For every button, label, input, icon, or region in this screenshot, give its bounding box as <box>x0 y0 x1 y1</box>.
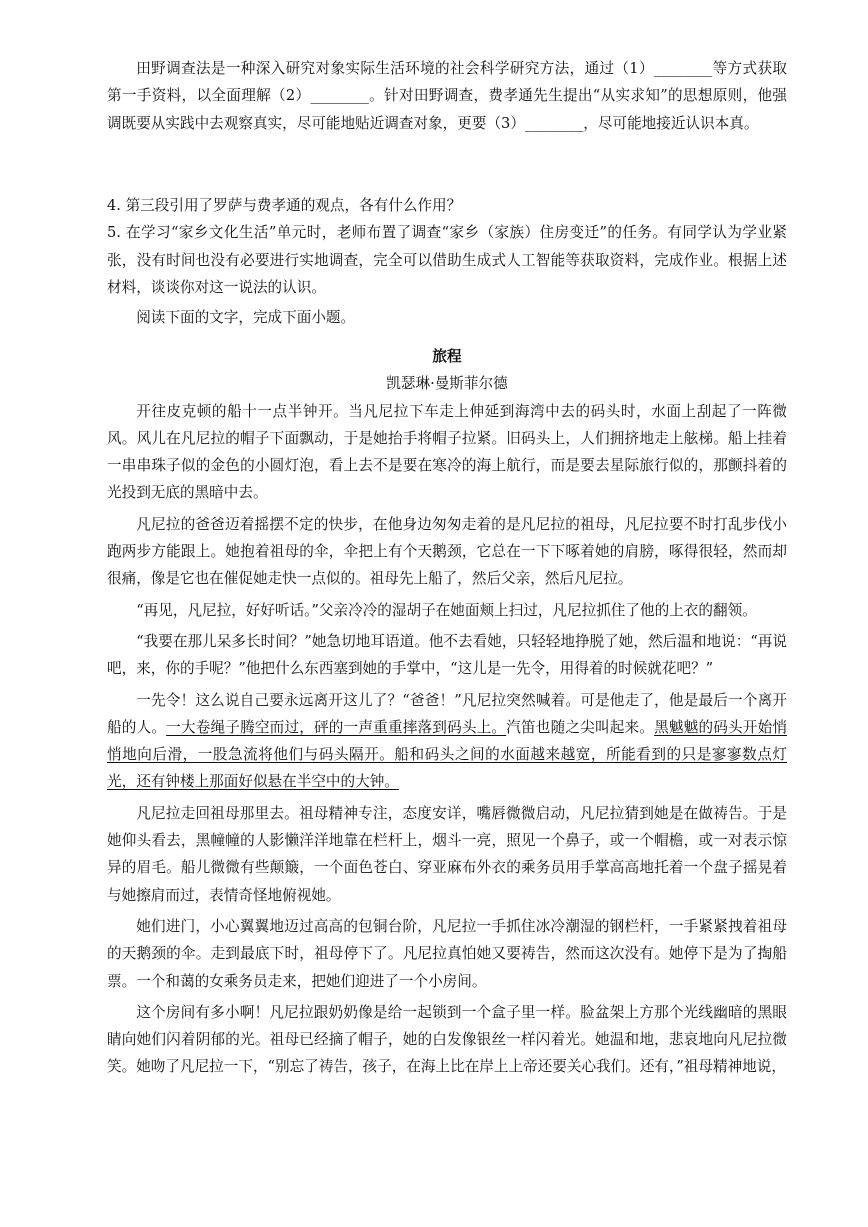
blank-3: ________ <box>524 114 584 132</box>
question-4: 4. 第三段引用了罗萨与费孝通的观点，各有什么作用？ <box>107 197 462 214</box>
fieldwork-paragraph <box>107 55 787 137</box>
blank-1: ________ <box>653 60 713 77</box>
para-text: ，尽可能地接近认识本真。 <box>583 114 759 132</box>
question-5: 5. 在学习“家乡文化生活”单元时，老师布置了调查“家乡（家族）住房变迁”的任务。有同学认为学业紧张，没有时间也没有必要进行实地调查，完全可以借助生成式人工智能等获取资料，完成作业。根据上述材料，谈谈你对这一说法的认识。 <box>107 224 787 296</box>
para-text: 。针对田野调查，费孝通先生提出“从实求知”的思想原则，他强调既要从实践中去观察真实，尽可能地贴近调查对象，更要（3） <box>107 87 787 132</box>
para-text: 田野调查法是一种深入研究对象实际生活环境的社会科学研究方法，通过（1） <box>136 60 654 77</box>
reading-instruction: 阅读下面的文字，完成下面小题。 <box>136 309 356 327</box>
para-text: 汽笛也随之尖叫起来。 <box>506 718 655 736</box>
blank-2: ________ <box>310 87 369 105</box>
story-title: 旅程 <box>432 348 462 365</box>
underlined-sentence-1: 一大卷绳子腾空而过，砰的一声重重摔落到码头上。 <box>166 718 507 736</box>
story-author: 凯瑟琳·曼斯菲尔德 <box>386 375 508 393</box>
para-text: 一先令！这么说自己要永远离开这儿了？“爸爸！”凡尼拉突然喊着。可是他走了，他是最后一个离开船的人。 <box>107 691 787 736</box>
story-paragraph-7: 她们进门，小心翼翼地迈过高高的包铜台阶，凡尼拉一手抓住冰冷潮湿的钢栏杆，一手紧紧拽着祖母的天鹅颈的伞。走到最底下时，祖母停下了。凡尼拉真怕她又要祷告，然而这次没有。她停下是为了掏船票。一个和蔼的女乘务员走来，把她们迎进了一个小房间。 <box>107 917 787 990</box>
story-paragraph-6: 凡尼拉走回祖母那里去。祖母精神专注，态度安详，嘴唇微微启动，凡尼拉猜到她是在做祷告。于是她仰头看去，黑幢幢的人影懒洋洋地靠在栏杆上，烟斗一亮，照见一个鼻子，或一个帽檐，或一对表示惊异的眉毛。船儿微微有些颠簸，一个面色苍白、穿亚麻布外衣的乘务员用手掌高高地托着一个盘子摇晃着与她擦肩而过，表情奇怪地俯视她。 <box>107 804 787 904</box>
underlined-sentence-2: 黑魆魆的码头开始悄悄地向后滑，一股急流将他们与码头隔开。船和码头之间的水面越来越宽，所能看到的只是寥寥数点灯光，还有钟楼上那面好似悬在半空中的大钟。 <box>107 718 787 791</box>
story-paragraph-4: “我要在那儿呆多长时间？”她急切地耳语道。他不去看她，只轻轻地挣脱了她，然后温和地说：“再说吧，来，你的手呢？”他把什么东西塞到她的手掌中，“这儿是一先令，用得着的时候就花吧？” <box>107 632 787 678</box>
para-text: 等方式获取第一手资料，以全面理解（2） <box>107 60 787 105</box>
story-paragraph-5 <box>107 687 787 796</box>
story-paragraph-3: “再见，凡尼拉，好好听话。”父亲冷冷的湿胡子在她面颊上扫过，凡尼拉抓住了他的上衣的翻领。 <box>136 601 757 619</box>
story-paragraph-1: 开往皮克顿的船十一点半钟开。当凡尼拉下车走上伸延到海湾中去的码头时，水面上刮起了一阵微风。风儿在凡尼拉的帽子下面飘动，于是她抬手将帽子拉紧。旧码头上，人们拥挤地走上舷梯。船上挂着一串串珠子似的金色的小圆灯泡，看上去不是要在寒冷的海上航行，而是要去星际旅行似的，那颤抖着的光投到无底的黑暗中去。 <box>107 402 787 502</box>
story-paragraph-8: 这个房间有多小啊！凡尼拉跟奶奶像是给一起锁到一个盒子里一样。脸盆架上方那个光线幽暗的黑眼睛向她们闪着阴郁的光。祖母已经摘了帽子，她的白发像银丝一样闪着光。她温和地，悲哀地向凡尼拉微笑。她吻了凡尼拉一下，“别忘了祷告，孩子，在海上比在岸上上帝还要关心我们。还有，”祖母精神地说， <box>107 1003 787 1076</box>
story-paragraph-2: 凡尼拉的爸爸迈着摇摆不定的快步，在他身边匆匆走着的是凡尼拉的祖母，凡尼拉要不时打乱步伐小跑两步方能跟上。她抱着祖母的伞，伞把上有个天鹅颈，它总在一下下啄着她的肩膀，啄得很轻，然而却很痛，像是它也在催促她走快一点似的。祖母先上船了，然后父亲，然后凡尼拉。 <box>107 515 787 588</box>
